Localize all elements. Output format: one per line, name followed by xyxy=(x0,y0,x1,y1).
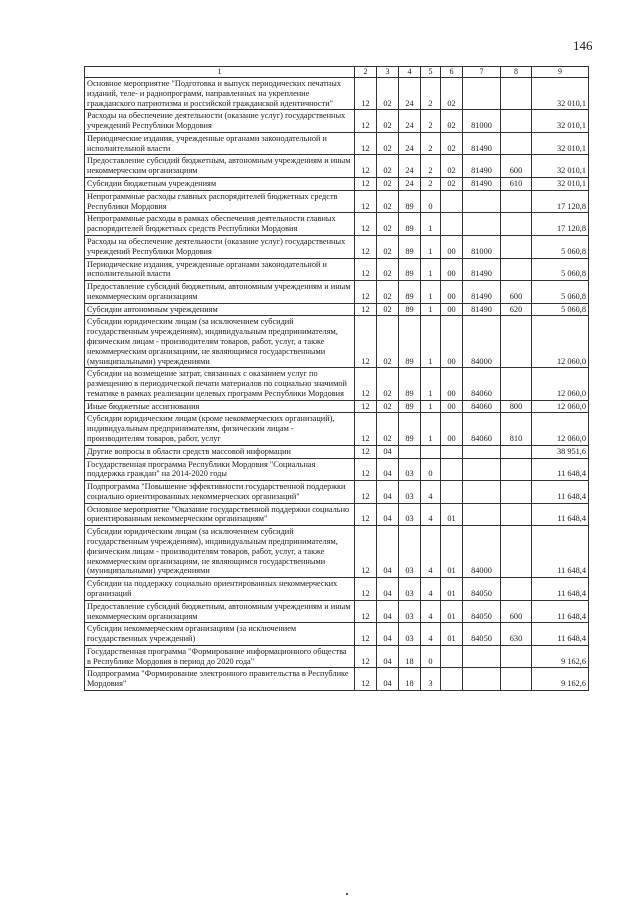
table-row xyxy=(85,110,589,133)
table-row xyxy=(85,303,589,316)
amount-cell: 32 010,1 xyxy=(532,132,589,155)
code-cell-c4: 03 xyxy=(399,503,421,526)
code-cell-c5: 2 xyxy=(421,110,441,133)
code-cell-c2: 12 xyxy=(355,600,377,623)
code-cell-c8 xyxy=(501,445,532,458)
table-row xyxy=(85,235,589,258)
code-cell-c7: 84060 xyxy=(463,368,501,400)
code-cell-c8 xyxy=(501,110,532,133)
row-name: Непрограммные расходы в рамках обеспечения деятельности главных распорядителей бюджетных средств Республики Мордовия xyxy=(85,213,355,236)
code-cell-c7 xyxy=(463,213,501,236)
code-cell-c7 xyxy=(463,668,501,691)
code-cell-c2: 12 xyxy=(355,155,377,178)
row-name: Предоставление субсидий бюджетным, автономным учреждениям и иным некоммерческим организациям xyxy=(85,600,355,623)
code-cell-c6: 01 xyxy=(441,578,463,601)
code-cell-c7 xyxy=(463,458,501,481)
amount-cell: 12 060,0 xyxy=(532,413,589,445)
row-name: Государственная программа "Формирование информационного общества в Республике Мордовия в период до 2020 года" xyxy=(85,645,355,668)
code-cell-c8 xyxy=(501,78,532,110)
code-cell-c2: 12 xyxy=(355,258,377,281)
code-cell-c8 xyxy=(501,132,532,155)
code-cell-c7: 84000 xyxy=(463,526,501,578)
code-cell-c7: 81490 xyxy=(463,132,501,155)
table-row xyxy=(85,316,589,368)
amount-cell: 32 010,1 xyxy=(532,178,589,191)
code-cell-c6: 02 xyxy=(441,78,463,110)
amount-cell: 11 648,4 xyxy=(532,503,589,526)
row-name: Субсидии на поддержку социально ориентированных некоммерческих организаций xyxy=(85,578,355,601)
code-cell-c5: 2 xyxy=(421,178,441,191)
code-cell-c3: 04 xyxy=(377,458,399,481)
code-cell-c3: 02 xyxy=(377,303,399,316)
code-cell-c2: 12 xyxy=(355,78,377,110)
code-cell-c8: 810 xyxy=(501,413,532,445)
budget-table xyxy=(84,66,589,691)
code-cell-c4: 89 xyxy=(399,303,421,316)
code-cell-c8 xyxy=(501,190,532,213)
code-cell-c4: 89 xyxy=(399,400,421,413)
code-cell-c4: 89 xyxy=(399,190,421,213)
row-name: Расходы на обеспечение деятельности (оказание услуг) государственных учреждений Республики Мордовия xyxy=(85,235,355,258)
amount-cell: 32 010,1 xyxy=(532,110,589,133)
code-cell-c5: 2 xyxy=(421,132,441,155)
code-cell-c5: 1 xyxy=(421,316,441,368)
code-cell-c3: 02 xyxy=(377,281,399,304)
code-cell-c6: 00 xyxy=(441,281,463,304)
row-name: Субсидии некоммерческим организациям (за исключением государственных учреждений) xyxy=(85,623,355,646)
amount-cell: 11 648,4 xyxy=(532,458,589,481)
code-cell-c8 xyxy=(501,645,532,668)
code-cell-c3: 04 xyxy=(377,445,399,458)
amount-cell: 5 060,8 xyxy=(532,303,589,316)
code-cell-c2: 12 xyxy=(355,235,377,258)
amount-cell: 17 120,8 xyxy=(532,213,589,236)
code-cell-c2: 12 xyxy=(355,526,377,578)
code-cell-c5: 4 xyxy=(421,578,441,601)
code-cell-c4: 03 xyxy=(399,458,421,481)
code-cell-c6: 02 xyxy=(441,110,463,133)
code-cell-c2: 12 xyxy=(355,400,377,413)
code-cell-c5: 4 xyxy=(421,600,441,623)
code-cell-c4: 24 xyxy=(399,178,421,191)
row-name: Расходы на обеспечение деятельности (оказание услуг) государственных учреждений Республики Мордовия xyxy=(85,110,355,133)
code-cell-c8: 800 xyxy=(501,400,532,413)
row-name: Подпрограмма "Повышение эффективности государственной поддержки социально ориентированных некоммерческих организаций" xyxy=(85,481,355,504)
code-cell-c4: 89 xyxy=(399,258,421,281)
amount-cell: 12 060,0 xyxy=(532,400,589,413)
code-cell-c4: 03 xyxy=(399,578,421,601)
code-cell-c6: 01 xyxy=(441,600,463,623)
row-name: Периодические издания, учрежденные органами законодательной и исполнительной власти xyxy=(85,258,355,281)
amount-cell: 11 648,4 xyxy=(532,623,589,646)
row-name: Периодические издания, учрежденные органами законодательной и исполнительной власти xyxy=(85,132,355,155)
code-cell-c2: 12 xyxy=(355,368,377,400)
code-cell-c4: 18 xyxy=(399,645,421,668)
table-row xyxy=(85,281,589,304)
col-header: 3 xyxy=(377,67,399,78)
code-cell-c5: 4 xyxy=(421,526,441,578)
code-cell-c8 xyxy=(501,503,532,526)
code-cell-c7: 81000 xyxy=(463,110,501,133)
code-cell-c7: 81000 xyxy=(463,235,501,258)
code-cell-c8 xyxy=(501,258,532,281)
code-cell-c6: 00 xyxy=(441,258,463,281)
amount-cell: 38 951,6 xyxy=(532,445,589,458)
row-name: Непрограммные расходы главных распорядителей бюджетных средств Республики Мордовия xyxy=(85,190,355,213)
table-row xyxy=(85,668,589,691)
code-cell-c2: 12 xyxy=(355,213,377,236)
page-number: 146 xyxy=(573,38,593,53)
code-cell-c2: 12 xyxy=(355,190,377,213)
code-cell-c6: 00 xyxy=(441,303,463,316)
table-row xyxy=(85,132,589,155)
row-name: Субсидии юридическим лицам (кроме некоммерческих организаций), индивидуальным предпринимателям, физическим лицам - производителям товаров, работ, услуг xyxy=(85,413,355,445)
code-cell-c2: 12 xyxy=(355,503,377,526)
code-cell-c4: 03 xyxy=(399,481,421,504)
code-cell-c8: 610 xyxy=(501,178,532,191)
code-cell-c4: 89 xyxy=(399,413,421,445)
table-row xyxy=(85,400,589,413)
code-cell-c5: 1 xyxy=(421,281,441,304)
code-cell-c5: 1 xyxy=(421,400,441,413)
code-cell-c2: 12 xyxy=(355,132,377,155)
code-cell-c3: 02 xyxy=(377,235,399,258)
code-cell-c5: 4 xyxy=(421,503,441,526)
row-name: Основное мероприятие "Подготовка и выпуск периодических печатных изданий, теле- и радиопрограмм, направленных на укрепление гражданского патриотизма и российской гражданской идентичности" xyxy=(85,78,355,110)
code-cell-c3: 02 xyxy=(377,78,399,110)
code-cell-c5: 1 xyxy=(421,258,441,281)
code-cell-c5: 0 xyxy=(421,190,441,213)
col-header: 1 xyxy=(85,67,355,78)
code-cell-c3: 04 xyxy=(377,600,399,623)
code-cell-c8 xyxy=(501,458,532,481)
amount-cell: 11 648,4 xyxy=(532,578,589,601)
code-cell-c4: 89 xyxy=(399,235,421,258)
code-cell-c3: 04 xyxy=(377,668,399,691)
code-cell-c3: 02 xyxy=(377,413,399,445)
code-cell-c6: 02 xyxy=(441,132,463,155)
code-cell-c4: 24 xyxy=(399,78,421,110)
code-cell-c7: 81490 xyxy=(463,281,501,304)
row-name: Предоставление субсидий бюджетным, автономным учреждениям и иным некоммерческим организациям xyxy=(85,155,355,178)
code-cell-c7: 81490 xyxy=(463,155,501,178)
table-row xyxy=(85,445,589,458)
code-cell-c7 xyxy=(463,78,501,110)
code-cell-c7 xyxy=(463,503,501,526)
code-cell-c8 xyxy=(501,578,532,601)
code-cell-c4: 24 xyxy=(399,110,421,133)
code-cell-c6 xyxy=(441,645,463,668)
col-header: 4 xyxy=(399,67,421,78)
code-cell-c7: 84060 xyxy=(463,413,501,445)
code-cell-c8: 600 xyxy=(501,600,532,623)
code-cell-c8 xyxy=(501,481,532,504)
code-cell-c6 xyxy=(441,190,463,213)
code-cell-c8 xyxy=(501,368,532,400)
code-cell-c5: 3 xyxy=(421,668,441,691)
code-cell-c7: 81490 xyxy=(463,178,501,191)
code-cell-c5: 4 xyxy=(421,623,441,646)
row-name: Субсидии юридическим лицам (за исключением субсидий государственным учреждениям), индивидуальным предпринимателям, физическим лицам - производителям товаров, работ, услуг, а также некоммерческим организациям, не являющимся государственными (муниципальными) учреждениями xyxy=(85,526,355,578)
code-cell-c7: 84060 xyxy=(463,400,501,413)
code-cell-c3: 02 xyxy=(377,155,399,178)
code-cell-c4: 24 xyxy=(399,132,421,155)
code-cell-c6 xyxy=(441,213,463,236)
amount-cell: 9 162,6 xyxy=(532,645,589,668)
code-cell-c6 xyxy=(441,445,463,458)
code-cell-c7: 84000 xyxy=(463,316,501,368)
scan-dot xyxy=(346,893,348,895)
table-row xyxy=(85,413,589,445)
amount-cell: 11 648,4 xyxy=(532,481,589,504)
code-cell-c2: 12 xyxy=(355,458,377,481)
code-cell-c8 xyxy=(501,526,532,578)
code-cell-c2: 12 xyxy=(355,645,377,668)
amount-cell: 11 648,4 xyxy=(532,526,589,578)
code-cell-c4: 03 xyxy=(399,526,421,578)
amount-cell: 9 162,6 xyxy=(532,668,589,691)
code-cell-c3: 02 xyxy=(377,190,399,213)
code-cell-c2: 12 xyxy=(355,413,377,445)
code-cell-c3: 02 xyxy=(377,213,399,236)
code-cell-c7: 81490 xyxy=(463,258,501,281)
amount-cell: 12 060,0 xyxy=(532,316,589,368)
code-cell-c6: 00 xyxy=(441,316,463,368)
code-cell-c8 xyxy=(501,316,532,368)
table-row xyxy=(85,155,589,178)
table-row xyxy=(85,645,589,668)
row-name: Подпрограмма "Формирование электронного правительства в Республике Мордовия" xyxy=(85,668,355,691)
col-header: 8 xyxy=(501,67,532,78)
code-cell-c5: 1 xyxy=(421,213,441,236)
col-header: 9 xyxy=(532,67,589,78)
code-cell-c2: 12 xyxy=(355,481,377,504)
code-cell-c2: 12 xyxy=(355,316,377,368)
code-cell-c8 xyxy=(501,213,532,236)
code-cell-c6 xyxy=(441,481,463,504)
code-cell-c4: 24 xyxy=(399,155,421,178)
code-cell-c8: 630 xyxy=(501,623,532,646)
code-cell-c7 xyxy=(463,445,501,458)
code-cell-c3: 02 xyxy=(377,132,399,155)
amount-cell: 5 060,8 xyxy=(532,235,589,258)
code-cell-c7 xyxy=(463,645,501,668)
row-name: Другие вопросы в области средств массовой информации xyxy=(85,445,355,458)
code-cell-c8: 600 xyxy=(501,281,532,304)
code-cell-c7: 84050 xyxy=(463,578,501,601)
code-cell-c6: 01 xyxy=(441,526,463,578)
table-row xyxy=(85,178,589,191)
code-cell-c4: 89 xyxy=(399,316,421,368)
code-cell-c6: 00 xyxy=(441,400,463,413)
code-cell-c3: 02 xyxy=(377,368,399,400)
row-name: Государственная программа Республики Мордовия "Социальная поддержка граждан" на 2014-2020 годы xyxy=(85,458,355,481)
code-cell-c3: 04 xyxy=(377,578,399,601)
code-cell-c6 xyxy=(441,668,463,691)
col-header: 2 xyxy=(355,67,377,78)
code-cell-c2: 12 xyxy=(355,303,377,316)
row-name: Субсидии бюджетным учреждениям xyxy=(85,178,355,191)
code-cell-c8 xyxy=(501,668,532,691)
table-row xyxy=(85,368,589,400)
row-name: Субсидии на возмещение затрат, связанных с оказанием услуг по размещению в периодической печати материалов по социально значимой тематике в рамках реализации целевых программ Республики Мордовия xyxy=(85,368,355,400)
col-header: 6 xyxy=(441,67,463,78)
amount-cell: 5 060,8 xyxy=(532,258,589,281)
table-row xyxy=(85,78,589,110)
code-cell-c3: 02 xyxy=(377,258,399,281)
code-cell-c6: 02 xyxy=(441,178,463,191)
code-cell-c5: 1 xyxy=(421,413,441,445)
table-row xyxy=(85,623,589,646)
code-cell-c3: 04 xyxy=(377,503,399,526)
code-cell-c2: 12 xyxy=(355,578,377,601)
code-cell-c6: 00 xyxy=(441,235,463,258)
code-cell-c3: 04 xyxy=(377,645,399,668)
amount-cell: 12 060,0 xyxy=(532,368,589,400)
code-cell-c2: 12 xyxy=(355,623,377,646)
row-name: Субсидии автономным учреждениям xyxy=(85,303,355,316)
code-cell-c2: 12 xyxy=(355,668,377,691)
code-cell-c5: 1 xyxy=(421,303,441,316)
table-row xyxy=(85,526,589,578)
table-row xyxy=(85,503,589,526)
code-cell-c5: 0 xyxy=(421,645,441,668)
code-cell-c4: 18 xyxy=(399,668,421,691)
code-cell-c3: 04 xyxy=(377,481,399,504)
table-row xyxy=(85,190,589,213)
code-cell-c3: 04 xyxy=(377,526,399,578)
code-cell-c6: 01 xyxy=(441,623,463,646)
table-row xyxy=(85,578,589,601)
amount-cell: 32 010,1 xyxy=(532,155,589,178)
code-cell-c5: 2 xyxy=(421,78,441,110)
code-cell-c4: 89 xyxy=(399,213,421,236)
code-cell-c5: 1 xyxy=(421,235,441,258)
header-row xyxy=(85,67,589,78)
col-header: 5 xyxy=(421,67,441,78)
code-cell-c6: 00 xyxy=(441,413,463,445)
code-cell-c3: 02 xyxy=(377,316,399,368)
amount-cell: 17 120,8 xyxy=(532,190,589,213)
code-cell-c2: 12 xyxy=(355,445,377,458)
code-cell-c3: 04 xyxy=(377,623,399,646)
code-cell-c3: 02 xyxy=(377,178,399,191)
code-cell-c6: 00 xyxy=(441,368,463,400)
table-row xyxy=(85,481,589,504)
code-cell-c2: 12 xyxy=(355,178,377,191)
code-cell-c4: 89 xyxy=(399,281,421,304)
code-cell-c4: 89 xyxy=(399,368,421,400)
code-cell-c7: 84050 xyxy=(463,600,501,623)
code-cell-c4 xyxy=(399,445,421,458)
code-cell-c4: 03 xyxy=(399,623,421,646)
code-cell-c5 xyxy=(421,445,441,458)
amount-cell: 32 010,1 xyxy=(532,78,589,110)
code-cell-c5: 1 xyxy=(421,368,441,400)
code-cell-c7: 81490 xyxy=(463,303,501,316)
code-cell-c3: 02 xyxy=(377,400,399,413)
amount-cell: 5 060,8 xyxy=(532,281,589,304)
code-cell-c7 xyxy=(463,190,501,213)
code-cell-c7 xyxy=(463,481,501,504)
row-name: Субсидии юридическим лицам (за исключением субсидий государственным учреждениям), индивидуальным предпринимателям, физическим лицам - производителям товаров, работ, услуг, а также некоммерческим организациям, не являющимся государственными (муниципальными) учреждениями xyxy=(85,316,355,368)
code-cell-c8: 620 xyxy=(501,303,532,316)
code-cell-c5: 0 xyxy=(421,458,441,481)
table-row xyxy=(85,213,589,236)
code-cell-c4: 03 xyxy=(399,600,421,623)
code-cell-c6: 02 xyxy=(441,155,463,178)
code-cell-c8: 600 xyxy=(501,155,532,178)
code-cell-c6 xyxy=(441,458,463,481)
row-name: Основное мероприятие "Оказание государственной поддержки социально ориентированным некоммерческим организациям" xyxy=(85,503,355,526)
code-cell-c8 xyxy=(501,235,532,258)
code-cell-c7: 84050 xyxy=(463,623,501,646)
code-cell-c2: 12 xyxy=(355,110,377,133)
code-cell-c6: 01 xyxy=(441,503,463,526)
code-cell-c5: 4 xyxy=(421,481,441,504)
row-name: Иные бюджетные ассигнования xyxy=(85,400,355,413)
code-cell-c2: 12 xyxy=(355,281,377,304)
table-row xyxy=(85,600,589,623)
code-cell-c3: 02 xyxy=(377,110,399,133)
row-name: Предоставление субсидий бюджетным, автономным учреждениям и иным некоммерческим организациям xyxy=(85,281,355,304)
col-header: 7 xyxy=(463,67,501,78)
amount-cell: 11 648,4 xyxy=(532,600,589,623)
table-row xyxy=(85,258,589,281)
table-row xyxy=(85,458,589,481)
code-cell-c5: 2 xyxy=(421,155,441,178)
